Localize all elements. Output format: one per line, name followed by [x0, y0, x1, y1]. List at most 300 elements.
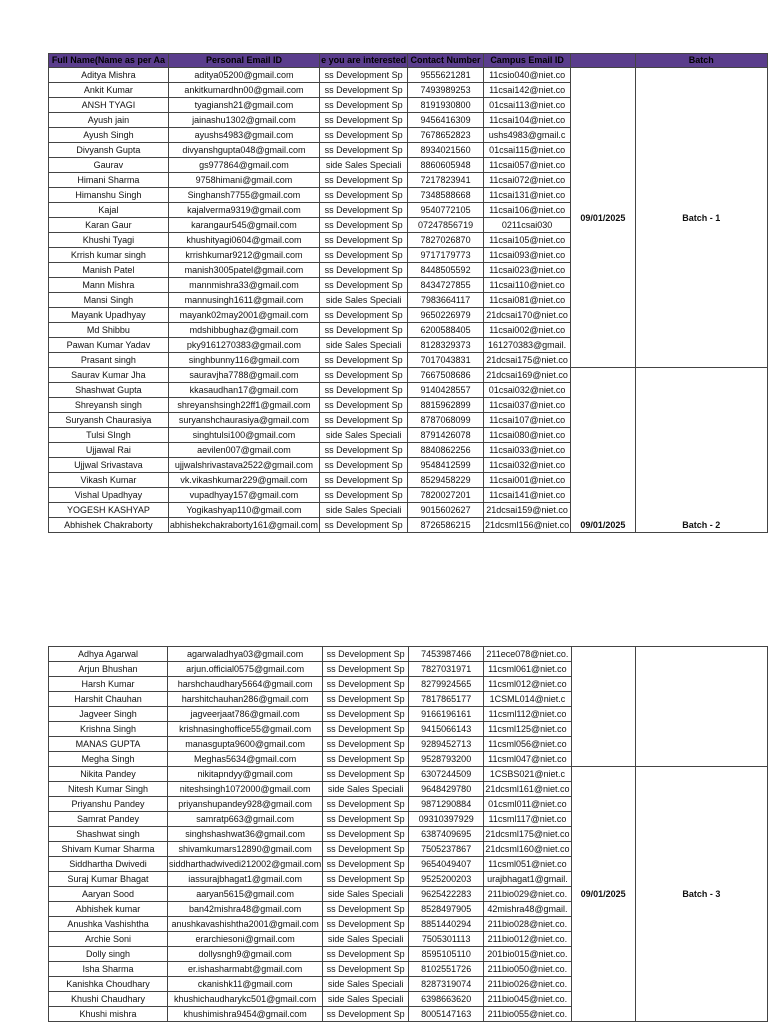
- cell-campus-email: 21dcsml160@niet.co: [484, 842, 571, 857]
- cell-interest: ss Development Sp: [323, 842, 409, 857]
- cell-full-name: Himanshu Singh: [49, 188, 169, 203]
- cell-contact-number: 09310397929: [409, 812, 484, 827]
- cell-personal-email: niteshsingh1072000@gmail.com: [168, 782, 323, 797]
- batch-label: Batch - 3: [635, 767, 767, 1022]
- cell-full-name: Md Shibbu: [49, 323, 169, 338]
- cell-personal-email: mdshibbughaz@gmail.com: [168, 323, 319, 338]
- cell-personal-email: divyanshgupta048@gmail.com: [168, 143, 319, 158]
- cell-campus-email: 211bio028@niet.co.: [484, 917, 571, 932]
- cell-interest: ss Development Sp: [320, 143, 408, 158]
- cell-personal-email: pky9161270383@gmail.com: [168, 338, 319, 353]
- cell-personal-email: khushichaudharykc501@gmail.com: [168, 992, 323, 1007]
- cell-interest: ss Development Sp: [320, 383, 408, 398]
- cell-contact-number: 6200588405: [408, 323, 484, 338]
- cell-contact-number: 8287319074: [409, 977, 484, 992]
- cell-personal-email: siddharthadwivedi212002@gmail.com: [168, 857, 323, 872]
- cell-interest: ss Development Sp: [320, 188, 408, 203]
- cell-interest: ss Development Sp: [320, 308, 408, 323]
- cell-interest: side Sales Speciali: [320, 428, 408, 443]
- cell-full-name: Mann Mishra: [49, 278, 169, 293]
- cell-full-name: Nikita Pandey: [49, 767, 168, 782]
- cell-personal-email: singhtulsi100@gmail.com: [168, 428, 319, 443]
- cell-interest: ss Development Sp: [320, 458, 408, 473]
- cell-interest: ss Development Sp: [320, 353, 408, 368]
- cell-full-name: Manish Patel: [49, 263, 169, 278]
- cell-contact-number: 8840862256: [408, 443, 484, 458]
- cell-full-name: Vikash Kumar: [49, 473, 169, 488]
- cell-personal-email: kajalverma9319@gmail.com: [168, 203, 319, 218]
- cell-contact-number: 8529458229: [408, 473, 484, 488]
- table-row: [49, 767, 768, 782]
- cell-full-name: Suryansh Chaurasiya: [49, 413, 169, 428]
- cell-contact-number: 7983664117: [408, 293, 484, 308]
- cell-contact-number: 8851440294: [409, 917, 484, 932]
- cell-contact-number: 8191930800: [408, 98, 484, 113]
- cell-interest: ss Development Sp: [323, 752, 409, 767]
- cell-campus-email: 21dcsml161@niet.co: [484, 782, 571, 797]
- cell-contact-number: 6387409695: [409, 827, 484, 842]
- cell-personal-email: nikitapndyy@gmail.com: [168, 767, 323, 782]
- cell-contact-number: 8815962899: [408, 398, 484, 413]
- cell-contact-number: 6398663620: [409, 992, 484, 1007]
- cell-full-name: Shashwat singh: [49, 827, 168, 842]
- header-contact-number: Contact Number: [408, 54, 484, 68]
- cell-personal-email: khushityagi0604@gmail.com: [168, 233, 319, 248]
- cell-personal-email: ban42mishra48@gmail.com: [168, 902, 323, 917]
- cell-campus-email: 211bio012@niet.co.: [484, 932, 571, 947]
- cell-interest: side Sales Speciali: [323, 932, 409, 947]
- cell-campus-email: 21dcsai159@niet.co: [483, 503, 570, 518]
- cell-contact-number: 7667508686: [408, 368, 484, 383]
- cell-interest: ss Development Sp: [320, 68, 408, 83]
- cell-contact-number: 8595105110: [409, 947, 484, 962]
- cell-personal-email: harshitchauhan286@gmail.com: [168, 692, 323, 707]
- cell-interest: ss Development Sp: [320, 218, 408, 233]
- cell-interest: ss Development Sp: [320, 233, 408, 248]
- cell-personal-email: aditya05200@gmail.com: [168, 68, 319, 83]
- cell-campus-email: 1CSBS021@niet.c: [484, 767, 571, 782]
- cell-campus-email: 211bio029@niet.co.: [484, 887, 571, 902]
- cell-contact-number: 8934021560: [408, 143, 484, 158]
- cell-interest: ss Development Sp: [323, 917, 409, 932]
- cell-contact-number: 9166196161: [409, 707, 484, 722]
- cell-personal-email: Yogikashyap110@gmail.com: [168, 503, 319, 518]
- cell-personal-email: krrishkumar9212@gmail.com: [168, 248, 319, 263]
- cell-interest: ss Development Sp: [320, 443, 408, 458]
- cell-interest: ss Development Sp: [320, 368, 408, 383]
- cell-personal-email: Singhansh7755@gmail.com: [168, 188, 319, 203]
- cell-personal-email: arjun.official0575@gmail.com: [168, 662, 323, 677]
- cell-full-name: Jagveer Singh: [49, 707, 168, 722]
- cell-campus-email: 211bio050@niet.co.: [484, 962, 571, 977]
- cell-full-name: Megha Singh: [49, 752, 168, 767]
- cell-contact-number: 8128329373: [408, 338, 484, 353]
- cell-full-name: ANSH TYAGI: [49, 98, 169, 113]
- cell-personal-email: anushkavashishtha2001@gmail.com: [168, 917, 323, 932]
- cell-campus-email: 161270383@gmail.: [483, 338, 570, 353]
- cell-personal-email: karangaur545@gmail.com: [168, 218, 319, 233]
- cell-full-name: Samrat Pandey: [49, 812, 168, 827]
- cell-interest: ss Development Sp: [323, 722, 409, 737]
- cell-full-name: Abhishek Chakraborty: [49, 518, 169, 533]
- cell-full-name: Karan Gaur: [49, 218, 169, 233]
- cell-interest: ss Development Sp: [323, 962, 409, 977]
- cell-contact-number: 9456416309: [408, 113, 484, 128]
- cell-campus-email: 1CSML014@niet.c: [484, 692, 571, 707]
- cell-full-name: Aaryan Sood: [49, 887, 168, 902]
- cell-interest: ss Development Sp: [323, 797, 409, 812]
- cell-campus-email: 11csai104@niet.co: [483, 113, 570, 128]
- batch-date: 09/01/2025: [571, 68, 635, 368]
- cell-contact-number: 7817865177: [409, 692, 484, 707]
- cell-campus-email: 11csio040@niet.co: [483, 68, 570, 83]
- cell-full-name: Ujjawal Rai: [49, 443, 169, 458]
- cell-personal-email: kkasaudhan17@gmail.com: [168, 383, 319, 398]
- cell-full-name: Divyansh Gupta: [49, 143, 169, 158]
- cell-campus-email: 0211csai030: [483, 218, 570, 233]
- cell-contact-number: 7217823941: [408, 173, 484, 188]
- cell-contact-number: 9648429780: [409, 782, 484, 797]
- cell-personal-email: singhshashwat36@gmail.com: [168, 827, 323, 842]
- cell-full-name: Vishal Upadhyay: [49, 488, 169, 503]
- cell-interest: ss Development Sp: [320, 518, 408, 533]
- cell-interest: side Sales Speciali: [320, 158, 408, 173]
- cell-full-name: Kanishka Choudhary: [49, 977, 168, 992]
- cell-contact-number: 9625422283: [409, 887, 484, 902]
- cell-campus-email: 11csai110@niet.co: [483, 278, 570, 293]
- table-row: [49, 68, 768, 83]
- cell-interest: side Sales Speciali: [323, 977, 409, 992]
- cell-interest: side Sales Speciali: [320, 503, 408, 518]
- cell-campus-email: 11csai033@niet.co: [483, 443, 570, 458]
- batch-label: Batch - 2: [635, 368, 767, 533]
- cell-full-name: Prasant singh: [49, 353, 169, 368]
- cell-interest: ss Development Sp: [323, 872, 409, 887]
- cell-campus-email: 21dcsml175@niet.co: [484, 827, 571, 842]
- cell-campus-email: 01csml011@niet.co: [484, 797, 571, 812]
- cell-campus-email: 11csai080@niet.co: [483, 428, 570, 443]
- cell-personal-email: mayank02may2001@gmail.com: [168, 308, 319, 323]
- batch-date: 09/01/2025: [571, 368, 635, 533]
- cell-campus-email: 11csai032@niet.co: [483, 458, 570, 473]
- cell-personal-email: mannmishra33@gmail.com: [168, 278, 319, 293]
- batch-date: 09/01/2025: [571, 767, 635, 1022]
- cell-contact-number: 8726586215: [408, 518, 484, 533]
- cell-personal-email: krishnasinghoffice55@gmail.com: [168, 722, 323, 737]
- cell-personal-email: aevilen007@gmail.com: [168, 443, 319, 458]
- cell-interest: ss Development Sp: [323, 662, 409, 677]
- cell-campus-email: 11csml047@niet.co: [484, 752, 571, 767]
- cell-contact-number: 7827026870: [408, 233, 484, 248]
- cell-campus-email: 11csml112@niet.co: [484, 707, 571, 722]
- cell-interest: ss Development Sp: [323, 692, 409, 707]
- cell-contact-number: 7348588668: [408, 188, 484, 203]
- cell-full-name: Gaurav: [49, 158, 169, 173]
- cell-contact-number: 9528793200: [409, 752, 484, 767]
- cell-contact-number: 9415066143: [409, 722, 484, 737]
- cell-campus-email: 11csai131@niet.co: [483, 188, 570, 203]
- cell-full-name: Archie Soni: [49, 932, 168, 947]
- cell-campus-email: 11csai106@niet.co: [483, 203, 570, 218]
- cell-interest: ss Development Sp: [323, 812, 409, 827]
- cell-contact-number: 9871290884: [409, 797, 484, 812]
- cell-campus-email: 11csai023@niet.co: [483, 263, 570, 278]
- cell-campus-email: 11csml051@niet.co: [484, 857, 571, 872]
- cell-personal-email: jainashu1302@gmail.com: [168, 113, 319, 128]
- cell-full-name: Dolly singh: [49, 947, 168, 962]
- cell-full-name: Mayank Upadhyay: [49, 308, 169, 323]
- cell-campus-email: 21dcsai170@niet.co: [483, 308, 570, 323]
- cell-campus-email: 11csai141@niet.co: [483, 488, 570, 503]
- cell-personal-email: suryanshchaurasiya@gmail.com: [168, 413, 319, 428]
- cell-contact-number: 9717179773: [408, 248, 484, 263]
- cell-contact-number: 9289452713: [409, 737, 484, 752]
- cell-campus-email: 11csai105@niet.co: [483, 233, 570, 248]
- cell-contact-number: 9548412599: [408, 458, 484, 473]
- cell-campus-email: 11csai142@niet.co: [483, 83, 570, 98]
- cell-full-name: Mansi Singh: [49, 293, 169, 308]
- header-row: [49, 54, 768, 68]
- cell-personal-email: harshchaudhary5664@gmail.com: [168, 677, 323, 692]
- cell-campus-email: 11csai001@niet.co: [483, 473, 570, 488]
- cell-interest: ss Development Sp: [320, 173, 408, 188]
- cell-full-name: Priyanshu Pandey: [49, 797, 168, 812]
- cell-interest: side Sales Speciali: [323, 992, 409, 1007]
- cell-campus-email: 01csai115@niet.co: [483, 143, 570, 158]
- cell-personal-email: ankitkumardhn00@gmail.com: [168, 83, 319, 98]
- cell-full-name: Khushi mishra: [49, 1007, 168, 1022]
- cell-interest: ss Development Sp: [323, 902, 409, 917]
- cell-interest: ss Development Sp: [320, 413, 408, 428]
- cell-contact-number: 7505301113: [409, 932, 484, 947]
- cell-interest: ss Development Sp: [320, 203, 408, 218]
- cell-personal-email: agarwaladhya03@gmail.com: [168, 647, 323, 662]
- cell-interest: side Sales Speciali: [320, 293, 408, 308]
- cell-campus-email: urajbhagat1@gmail.: [484, 872, 571, 887]
- cell-campus-email: 11csai081@niet.co: [483, 293, 570, 308]
- cell-full-name: Krrish kumar singh: [49, 248, 169, 263]
- cell-personal-email: manish3005patel@gmail.com: [168, 263, 319, 278]
- cell-contact-number: 7827031971: [409, 662, 484, 677]
- cell-full-name: MANAS GUPTA: [49, 737, 168, 752]
- cell-full-name: Siddhartha Dwivedi: [49, 857, 168, 872]
- cell-full-name: Ayush Singh: [49, 128, 169, 143]
- cell-full-name: Shreyansh singh: [49, 398, 169, 413]
- cell-contact-number: 9654049407: [409, 857, 484, 872]
- cell-interest: ss Development Sp: [320, 323, 408, 338]
- cell-campus-email: 21dcsai175@niet.co: [483, 353, 570, 368]
- cell-personal-email: 9758himani@gmail.com: [168, 173, 319, 188]
- header-campus-email: Campus Email ID: [483, 54, 570, 68]
- cell-contact-number: 8448505592: [408, 263, 484, 278]
- table-row: [49, 647, 768, 662]
- cell-full-name: Harsh Kumar: [49, 677, 168, 692]
- cell-interest: ss Development Sp: [323, 767, 409, 782]
- cell-full-name: Abhishek kumar: [49, 902, 168, 917]
- cell-interest: ss Development Sp: [323, 737, 409, 752]
- batch-date: [571, 647, 635, 767]
- cell-interest: ss Development Sp: [323, 947, 409, 962]
- cell-contact-number: 8860605948: [408, 158, 484, 173]
- cell-contact-number: 9650226979: [408, 308, 484, 323]
- cell-campus-email: 21dcsml156@niet.co: [483, 518, 570, 533]
- cell-interest: side Sales Speciali: [320, 338, 408, 353]
- cell-personal-email: khushimishra9454@gmail.com: [168, 1007, 323, 1022]
- cell-personal-email: iassurajbhagat1@gmail.com: [168, 872, 323, 887]
- header-date: [571, 54, 635, 68]
- cell-personal-email: singhbunny116@gmail.com: [168, 353, 319, 368]
- cell-full-name: YOGESH KASHYAP: [49, 503, 169, 518]
- cell-interest: ss Development Sp: [323, 647, 409, 662]
- cell-full-name: Isha Sharma: [49, 962, 168, 977]
- cell-interest: ss Development Sp: [320, 278, 408, 293]
- cell-contact-number: 07247856719: [408, 218, 484, 233]
- cell-full-name: Khushi Chaudhary: [49, 992, 168, 1007]
- cell-interest: ss Development Sp: [323, 857, 409, 872]
- cell-full-name: Pawan Kumar Yadav: [49, 338, 169, 353]
- cell-interest: side Sales Speciali: [323, 782, 409, 797]
- cell-interest: ss Development Sp: [323, 707, 409, 722]
- cell-interest: ss Development Sp: [320, 98, 408, 113]
- cell-campus-email: 211bio026@niet.co.: [484, 977, 571, 992]
- cell-contact-number: 7678652823: [408, 128, 484, 143]
- cell-personal-email: manasgupta9600@gmail.com: [168, 737, 323, 752]
- table-row: [49, 368, 768, 383]
- cell-full-name: Khushi Tyagi: [49, 233, 169, 248]
- cell-contact-number: 8279924565: [409, 677, 484, 692]
- cell-contact-number: 8102551726: [409, 962, 484, 977]
- cell-interest: ss Development Sp: [320, 263, 408, 278]
- cell-campus-email: 11csml117@niet.co: [484, 812, 571, 827]
- cell-contact-number: 7453987466: [409, 647, 484, 662]
- cell-contact-number: 7505237867: [409, 842, 484, 857]
- cell-full-name: Nitesh Kumar Singh: [49, 782, 168, 797]
- header-batch: Batch: [635, 54, 767, 68]
- cell-full-name: Arjun Bhushan: [49, 662, 168, 677]
- cell-interest: ss Development Sp: [323, 677, 409, 692]
- cell-contact-number: 9555621281: [408, 68, 484, 83]
- cell-personal-email: tyagiansh21@gmail.com: [168, 98, 319, 113]
- cell-campus-email: 01csai032@niet.co: [483, 383, 570, 398]
- cell-personal-email: aaryan5615@gmail.com: [168, 887, 323, 902]
- cell-full-name: Shashwat Gupta: [49, 383, 169, 398]
- cell-interest: ss Development Sp: [323, 1007, 409, 1022]
- cell-contact-number: 9140428557: [408, 383, 484, 398]
- cell-campus-email: 11csai037@niet.co: [483, 398, 570, 413]
- cell-full-name: Ujjwal Srivastava: [49, 458, 169, 473]
- cell-contact-number: 8434727855: [408, 278, 484, 293]
- cell-personal-email: Meghas5634@gmail.com: [168, 752, 323, 767]
- cell-full-name: Ayush jain: [49, 113, 169, 128]
- cell-personal-email: abhishekchakraborty161@gmail.com: [168, 518, 319, 533]
- cell-personal-email: erarchiesoni@gmail.com: [168, 932, 323, 947]
- cell-full-name: Kajal: [49, 203, 169, 218]
- cell-contact-number: 9015602627: [408, 503, 484, 518]
- cell-full-name: Ankit Kumar: [49, 83, 169, 98]
- cell-personal-email: priyanshupandey928@gmail.com: [168, 797, 323, 812]
- cell-interest: side Sales Speciali: [323, 887, 409, 902]
- cell-contact-number: 7493989253: [408, 83, 484, 98]
- sheet-section-2: [48, 646, 768, 1022]
- cell-full-name: Suraj Kumar Bhagat: [49, 872, 168, 887]
- cell-campus-email: 21dcsai169@niet.co: [483, 368, 570, 383]
- cell-personal-email: sauravjha7788@gmail.com: [168, 368, 319, 383]
- cell-campus-email: ushs4983@gmail.c: [483, 128, 570, 143]
- cell-campus-email: 11csml012@niet.co: [484, 677, 571, 692]
- cell-full-name: Harshit Chauhan: [49, 692, 168, 707]
- cell-contact-number: 8005147163: [409, 1007, 484, 1022]
- cell-personal-email: shivamkumars12890@gmail.com: [168, 842, 323, 857]
- cell-contact-number: 7017043831: [408, 353, 484, 368]
- cell-interest: ss Development Sp: [320, 113, 408, 128]
- header-full-name: Full Name(Name as per Aa: [49, 54, 169, 68]
- cell-campus-email: 11csai072@niet.co: [483, 173, 570, 188]
- cell-interest: ss Development Sp: [320, 473, 408, 488]
- cell-full-name: Tulsi SIngh: [49, 428, 169, 443]
- cell-full-name: Himani Sharma: [49, 173, 169, 188]
- cell-contact-number: 8528497905: [409, 902, 484, 917]
- cell-personal-email: er.ishasharmabt@gmail.com: [168, 962, 323, 977]
- cell-campus-email: 11csml125@niet.co: [484, 722, 571, 737]
- cell-campus-email: 211bio045@niet.co.: [484, 992, 571, 1007]
- cell-full-name: Krishna Singh: [49, 722, 168, 737]
- cell-campus-email: 01csai113@niet.co: [483, 98, 570, 113]
- cell-contact-number: 8787068099: [408, 413, 484, 428]
- cell-campus-email: 11csai057@niet.co: [483, 158, 570, 173]
- cell-interest: ss Development Sp: [320, 488, 408, 503]
- cell-personal-email: samratp663@gmail.com: [168, 812, 323, 827]
- cell-full-name: Saurav Kumar Jha: [49, 368, 169, 383]
- cell-interest: ss Development Sp: [323, 827, 409, 842]
- cell-full-name: Aditya Mishra: [49, 68, 169, 83]
- cell-full-name: Adhya Agarwal: [49, 647, 168, 662]
- cell-campus-email: 11csai002@niet.co: [483, 323, 570, 338]
- cell-personal-email: ckanishk11@gmail.com: [168, 977, 323, 992]
- cell-interest: ss Development Sp: [320, 398, 408, 413]
- cell-campus-email: 11csai107@niet.co: [483, 413, 570, 428]
- cell-campus-email: 211bio055@niet.co.: [484, 1007, 571, 1022]
- cell-campus-email: 11csml056@niet.co: [484, 737, 571, 752]
- cell-interest: ss Development Sp: [320, 83, 408, 98]
- cell-contact-number: 8791426078: [408, 428, 484, 443]
- cell-interest: ss Development Sp: [320, 248, 408, 263]
- cell-contact-number: 7820027201: [408, 488, 484, 503]
- cell-personal-email: ujjwalshrivastava2522@gmail.com: [168, 458, 319, 473]
- cell-campus-email: 201bio015@niet.co.: [484, 947, 571, 962]
- header-personal-email: Personal Email ID: [168, 54, 319, 68]
- cell-campus-email: 42mishra48@gmail.: [484, 902, 571, 917]
- cell-personal-email: jagveerjaat786@gmail.com: [168, 707, 323, 722]
- header-interest: e you are interested: [320, 54, 408, 68]
- cell-full-name: Shivam Kumar Sharma: [49, 842, 168, 857]
- cell-full-name: Anushka Vashishtha: [49, 917, 168, 932]
- cell-interest: ss Development Sp: [320, 128, 408, 143]
- cell-personal-email: mannusingh1611@gmail.com: [168, 293, 319, 308]
- cell-campus-email: 11csai093@niet.co: [483, 248, 570, 263]
- cell-personal-email: gs977864@gmail.com: [168, 158, 319, 173]
- cell-personal-email: vk.vikashkumar229@gmail.com: [168, 473, 319, 488]
- cell-contact-number: 9525200203: [409, 872, 484, 887]
- sheet-section-1: [48, 53, 768, 533]
- batch-label: Batch - 1: [635, 68, 767, 368]
- cell-personal-email: dollysngh9@gmail.com: [168, 947, 323, 962]
- cell-personal-email: shreyanshsingh22ff1@gmail.com: [168, 398, 319, 413]
- cell-campus-email: 211ece078@niet.co.: [484, 647, 571, 662]
- cell-contact-number: 9540772105: [408, 203, 484, 218]
- cell-campus-email: 11csml061@niet.co: [484, 662, 571, 677]
- cell-personal-email: ayushs4983@gmail.com: [168, 128, 319, 143]
- batch-label: [635, 647, 767, 767]
